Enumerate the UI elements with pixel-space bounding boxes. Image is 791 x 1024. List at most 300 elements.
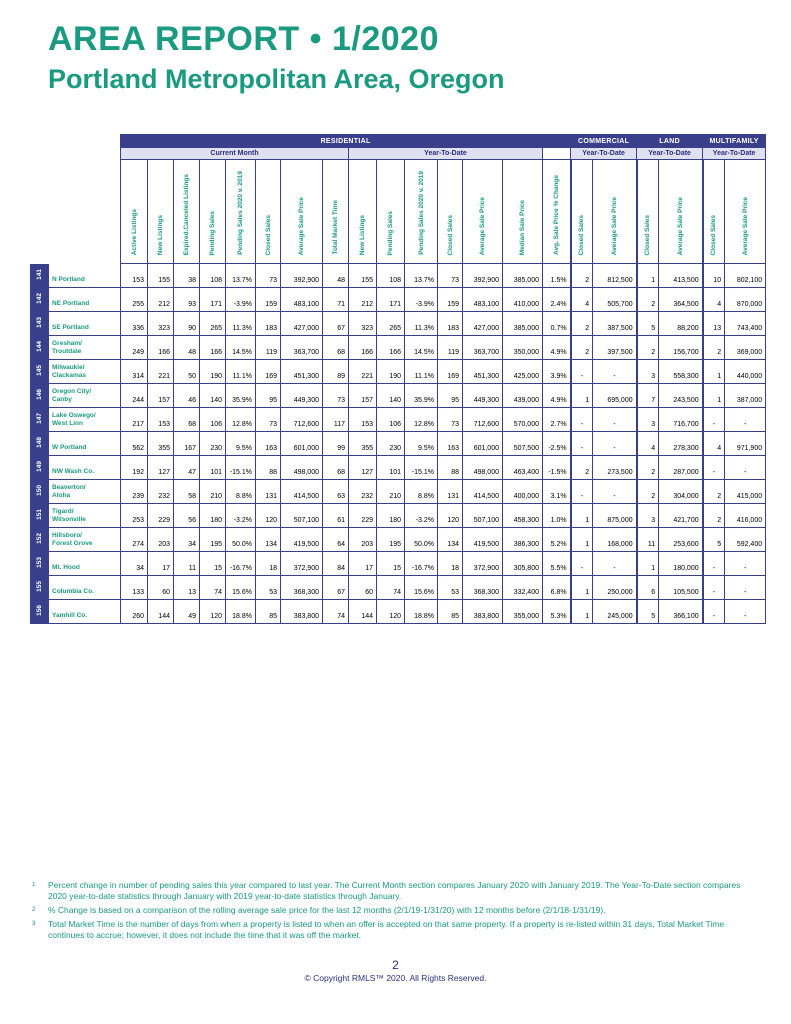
table-cell: - — [593, 360, 637, 384]
table-cell: 971,900 — [725, 432, 766, 456]
table-cell: 392,900 — [463, 264, 503, 288]
table-cell: 58 — [174, 480, 200, 504]
area-code: 147 — [31, 408, 49, 432]
table-cell: 159 — [438, 288, 463, 312]
table-row — [31, 432, 766, 456]
table-cell: 419,500 — [463, 528, 503, 552]
table-cell: 558,300 — [659, 360, 703, 384]
table-cell: 127 — [148, 456, 174, 480]
table-cell: 712,600 — [463, 408, 503, 432]
table-cell: 366,100 — [659, 600, 703, 624]
table-cell: - — [593, 480, 637, 504]
table-cell: 716,700 — [659, 408, 703, 432]
table-cell: 11.3% — [405, 312, 438, 336]
table-cell: -3.2% — [226, 504, 256, 528]
table-cell: -1.5% — [543, 456, 571, 480]
table-cell: 60 — [148, 576, 174, 600]
table-cell: 18 — [438, 552, 463, 576]
table-cell: 155 — [349, 264, 377, 288]
table-cell: 64 — [323, 528, 349, 552]
table-cell: 287,000 — [659, 456, 703, 480]
area-code: 146 — [31, 384, 49, 408]
table-cell: 119 — [256, 336, 281, 360]
group-header-multifamily: MULTIFAMILY — [703, 135, 766, 148]
table-cell: 166 — [148, 336, 174, 360]
table-cell: 12.8% — [405, 408, 438, 432]
table-cell: - — [725, 552, 766, 576]
table-cell: 2 — [637, 336, 659, 360]
table-cell: 255 — [121, 288, 148, 312]
page-number: 2 — [392, 958, 399, 972]
footnote-2: 2 % Change is based on a comparison of the rolling average sale price for the last 12 months (2/1/19-1/31/20) with 12 months before (2/1/18-1/31/19). — [32, 905, 606, 915]
table-cell: 5.3% — [543, 600, 571, 624]
table-cell: 232 — [148, 480, 174, 504]
table-cell: 265 — [200, 312, 226, 336]
table-cell: 18 — [256, 552, 281, 576]
column-header: Average Sale Price — [659, 160, 703, 264]
table-cell: -2.5% — [543, 432, 571, 456]
table-cell: 153 — [349, 408, 377, 432]
area-code: 145 — [31, 360, 49, 384]
table-cell: 305,800 — [503, 552, 543, 576]
table-cell: 167 — [174, 432, 200, 456]
table-cell: 4.9% — [543, 384, 571, 408]
table-cell: 458,300 — [503, 504, 543, 528]
table-cell: 5 — [637, 600, 659, 624]
table-cell: 120 — [377, 600, 405, 624]
report-subtitle: Portland Metropolitan Area, Oregon — [48, 64, 505, 94]
table-cell: 68 — [174, 408, 200, 432]
table-cell: 249 — [121, 336, 148, 360]
table-cell: 372,900 — [281, 552, 323, 576]
table-cell: 7 — [637, 384, 659, 408]
table-cell: 505,700 — [593, 288, 637, 312]
table-cell: 230 — [377, 432, 405, 456]
table-cell: - — [725, 600, 766, 624]
table-cell: -3.2% — [405, 504, 438, 528]
table-cell: 439,000 — [503, 384, 543, 408]
table-cell: -16.7% — [226, 552, 256, 576]
table-cell: 12.8% — [226, 408, 256, 432]
table-cell: - — [571, 360, 593, 384]
table-cell: 217 — [121, 408, 148, 432]
table-cell: 3 — [637, 360, 659, 384]
footnote-1: 1 Percent change in number of pending sales this year compared to last year. The Current Month section compares January 2020 with January 2019. The Year-To-Date section compares 2020 year-to-date statistics through January with 2019 year-to-date statistics through January. — [32, 880, 741, 901]
table-cell: 153 — [121, 264, 148, 288]
column-header: Closed Sales — [703, 160, 725, 264]
table-cell: - — [571, 480, 593, 504]
table-cell: 9.5% — [405, 432, 438, 456]
table-cell: 34 — [174, 528, 200, 552]
table-cell: 63 — [323, 480, 349, 504]
table-cell: 385,000 — [503, 264, 543, 288]
table-cell: 3 — [637, 504, 659, 528]
table-cell: 71 — [323, 288, 349, 312]
area-name: NE Portland — [49, 288, 121, 312]
table-cell: 386,300 — [503, 528, 543, 552]
table-cell: 180 — [200, 504, 226, 528]
table-cell: 244 — [121, 384, 148, 408]
table-cell: 68 — [323, 336, 349, 360]
table-cell: 369,000 — [725, 336, 766, 360]
column-header: Pending Sales — [377, 160, 405, 264]
table-cell: 3 — [637, 408, 659, 432]
table-cell: 483,100 — [463, 288, 503, 312]
table-cell: 203 — [349, 528, 377, 552]
table-cell: 15.6% — [226, 576, 256, 600]
area-code: 156 — [31, 600, 49, 624]
table-cell: 304,000 — [659, 480, 703, 504]
table-cell: 133 — [121, 576, 148, 600]
table-cell: 203 — [148, 528, 174, 552]
table-cell: 314 — [121, 360, 148, 384]
table-cell: 2.7% — [543, 408, 571, 432]
table-cell: 105,500 — [659, 576, 703, 600]
table-cell: 875,000 — [593, 504, 637, 528]
table-row — [31, 360, 766, 384]
table-row — [31, 504, 766, 528]
table-cell: 171 — [377, 288, 405, 312]
table-cell: 364,500 — [659, 288, 703, 312]
table-cell: 168,000 — [593, 528, 637, 552]
table-cell: 88 — [256, 456, 281, 480]
table-cell: 323 — [349, 312, 377, 336]
area-name: Yamhill Co. — [49, 600, 121, 624]
table-cell: 363,700 — [281, 336, 323, 360]
table-cell: 134 — [438, 528, 463, 552]
table-cell: 11.1% — [405, 360, 438, 384]
table-cell: 483,100 — [281, 288, 323, 312]
table-cell: - — [703, 456, 725, 480]
table-cell: 53 — [256, 576, 281, 600]
table-cell: - — [703, 576, 725, 600]
area-code: 142 — [31, 288, 49, 312]
table-row — [31, 456, 766, 480]
table-cell: 4 — [703, 432, 725, 456]
table-cell: 278,300 — [659, 432, 703, 456]
table-cell: 410,000 — [503, 288, 543, 312]
table-cell: 144 — [349, 600, 377, 624]
table-cell: 10 — [703, 264, 725, 288]
table-cell: - — [725, 456, 766, 480]
table-cell: - — [703, 600, 725, 624]
table-cell: 108 — [377, 264, 405, 288]
table-cell: 11.3% — [226, 312, 256, 336]
subgroup-land-ytd: Year-To-Date — [637, 148, 703, 160]
table-cell: 48 — [323, 264, 349, 288]
area-name: Mt. Hood — [49, 552, 121, 576]
table-cell: 0.7% — [543, 312, 571, 336]
area-code: 141 — [31, 264, 49, 288]
group-header-land: LAND — [637, 135, 703, 148]
table-cell: 2 — [703, 480, 725, 504]
table-cell: 120 — [256, 504, 281, 528]
report-title: AREA REPORT • 1/2020 — [48, 20, 439, 58]
table-cell: -15.1% — [405, 456, 438, 480]
table-cell: 4 — [703, 288, 725, 312]
column-header: Pending Sales 2020 v. 2019 — [405, 160, 438, 264]
table-cell: 414,500 — [463, 480, 503, 504]
table-cell: 74 — [323, 600, 349, 624]
table-row — [31, 264, 766, 288]
area-code: 153 — [31, 552, 49, 576]
table-cell: -16.7% — [405, 552, 438, 576]
table-cell: 171 — [200, 288, 226, 312]
table-cell: 4.9% — [543, 336, 571, 360]
table-cell: 355 — [349, 432, 377, 456]
table-cell: 355 — [148, 432, 174, 456]
area-code: 152 — [31, 528, 49, 552]
area-name: Oregon City/ Canby — [49, 384, 121, 408]
table-cell: 1 — [703, 384, 725, 408]
table-cell: 101 — [377, 456, 405, 480]
table-cell: 1 — [637, 552, 659, 576]
table-cell: 49 — [174, 600, 200, 624]
table-cell: 95 — [256, 384, 281, 408]
table-cell: 157 — [349, 384, 377, 408]
table-cell: -3.9% — [405, 288, 438, 312]
table-cell: 253 — [121, 504, 148, 528]
table-cell: 9.5% — [226, 432, 256, 456]
table-cell: 166 — [200, 336, 226, 360]
table-cell: 117 — [323, 408, 349, 432]
table-cell: 243,500 — [659, 384, 703, 408]
table-cell: 35.9% — [226, 384, 256, 408]
table-cell: 392,900 — [281, 264, 323, 288]
table-cell: - — [725, 408, 766, 432]
table-cell: 1.5% — [543, 264, 571, 288]
table-cell: 253,600 — [659, 528, 703, 552]
table-cell: 67 — [323, 312, 349, 336]
table-cell: 195 — [377, 528, 405, 552]
table-cell: 18.8% — [405, 600, 438, 624]
table-cell: 385,000 — [503, 312, 543, 336]
table-cell: 2 — [571, 312, 593, 336]
table-cell: 387,000 — [725, 384, 766, 408]
table-cell: 4 — [571, 288, 593, 312]
column-header: Average Sale Price — [725, 160, 766, 264]
table-cell: 120 — [438, 504, 463, 528]
table-cell: 119 — [438, 336, 463, 360]
area-name: Lake Oswego/ West Linn — [49, 408, 121, 432]
table-cell: 67 — [323, 576, 349, 600]
area-code: 143 — [31, 312, 49, 336]
table-cell: 11.1% — [226, 360, 256, 384]
table-cell: 144 — [148, 600, 174, 624]
table-cell: 2 — [637, 288, 659, 312]
table-cell: 34 — [121, 552, 148, 576]
table-row — [31, 408, 766, 432]
table-cell: 2 — [571, 456, 593, 480]
table-cell: 562 — [121, 432, 148, 456]
table-cell: 802,100 — [725, 264, 766, 288]
column-header: Expired.Canceled Listings — [174, 160, 200, 264]
table-cell: 106 — [200, 408, 226, 432]
table-cell: 210 — [200, 480, 226, 504]
group-header-commercial: COMMERCIAL — [571, 135, 637, 148]
table-cell: 601,000 — [281, 432, 323, 456]
table-cell: 1.0% — [543, 504, 571, 528]
table-cell: 507,100 — [281, 504, 323, 528]
footnotes — [32, 880, 760, 944]
table-cell: 2 — [637, 480, 659, 504]
table-cell: 421,700 — [659, 504, 703, 528]
table-cell: 570,000 — [503, 408, 543, 432]
table-cell: -3.9% — [226, 288, 256, 312]
table-cell: 18.8% — [226, 600, 256, 624]
table-cell: - — [703, 552, 725, 576]
table-cell: 5 — [637, 312, 659, 336]
table-cell: 120 — [200, 600, 226, 624]
footnote-3: 3 Total Market Time is the number of days from when a property is listed to when an offer is accepted on that same property. If a property is re-listed within 31 days, Total Market Time continues to accrue; however, it does not include the time that it was off the market. — [32, 919, 725, 940]
table-cell: 413,500 — [659, 264, 703, 288]
table-cell: 5.2% — [543, 528, 571, 552]
table-cell: 2 — [571, 336, 593, 360]
table-row — [31, 312, 766, 336]
group-header-residential: RESIDENTIAL — [121, 135, 571, 148]
table-cell: 743,400 — [725, 312, 766, 336]
column-header: New Listings — [148, 160, 174, 264]
table-cell: 3.9% — [543, 360, 571, 384]
table-cell: 210 — [377, 480, 405, 504]
table-cell: 368,300 — [463, 576, 503, 600]
column-header: Average Sale Price — [281, 160, 323, 264]
table-cell: 363,700 — [463, 336, 503, 360]
table-cell: 47 — [174, 456, 200, 480]
area-name: Hillsboro/ Forest Grove — [49, 528, 121, 552]
column-header: Closed Sales — [637, 160, 659, 264]
table-cell: 2 — [703, 336, 725, 360]
table-cell: 229 — [148, 504, 174, 528]
table-row — [31, 576, 766, 600]
table-cell: 131 — [256, 480, 281, 504]
table-cell: 274 — [121, 528, 148, 552]
area-code: 149 — [31, 456, 49, 480]
table-cell: 440,000 — [725, 360, 766, 384]
column-header: Total Market Time — [323, 160, 349, 264]
table-cell: 192 — [121, 456, 148, 480]
table-cell: 336 — [121, 312, 148, 336]
column-header: Closed Sales — [571, 160, 593, 264]
table-cell: 387,500 — [593, 312, 637, 336]
table-cell: 212 — [349, 288, 377, 312]
table-row — [31, 528, 766, 552]
table-cell: 73 — [256, 264, 281, 288]
table-cell: 140 — [200, 384, 226, 408]
table-cell: 60 — [349, 576, 377, 600]
table-cell: 425,000 — [503, 360, 543, 384]
table-cell: 48 — [174, 336, 200, 360]
area-code: 148 — [31, 432, 49, 456]
table-cell: 93 — [174, 288, 200, 312]
table-cell: 3.1% — [543, 480, 571, 504]
table-cell: 155 — [148, 264, 174, 288]
table-cell: 85 — [256, 600, 281, 624]
area-name: Gresham/ Troutdale — [49, 336, 121, 360]
table-cell: 350,000 — [503, 336, 543, 360]
subgroup-residential-ytd: Year-To-Date — [349, 148, 543, 160]
subgroup-current-month: Current Month — [121, 148, 349, 160]
column-header: Average Sale Price — [593, 160, 637, 264]
table-cell: 180 — [377, 504, 405, 528]
area-name: SE Portland — [49, 312, 121, 336]
table-cell: 90 — [174, 312, 200, 336]
table-cell: 250,000 — [593, 576, 637, 600]
table-cell: 4 — [637, 432, 659, 456]
table-cell: 101 — [200, 456, 226, 480]
table-cell: 131 — [438, 480, 463, 504]
table-cell: 35.9% — [405, 384, 438, 408]
table-cell: 53 — [438, 576, 463, 600]
table-cell: 163 — [438, 432, 463, 456]
table-cell: 8.8% — [226, 480, 256, 504]
table-cell: 5 — [703, 528, 725, 552]
table-cell: 419,500 — [281, 528, 323, 552]
table-cell: 140 — [377, 384, 405, 408]
table-cell: 56 — [174, 504, 200, 528]
subgroup-multifamily-ytd: Year-To-Date — [703, 148, 766, 160]
table-cell: 156,700 — [659, 336, 703, 360]
column-header: New Listings — [349, 160, 377, 264]
area-report-table — [30, 134, 766, 624]
table-cell: 153 — [148, 408, 174, 432]
table-cell: 14.5% — [405, 336, 438, 360]
table-cell: 88,200 — [659, 312, 703, 336]
table-cell: - — [725, 576, 766, 600]
table-cell: 95 — [438, 384, 463, 408]
table-cell: 372,900 — [463, 552, 503, 576]
column-header: Pending Sales 2020 v. 2019 — [226, 160, 256, 264]
table-cell: 74 — [377, 576, 405, 600]
table-cell: 712,600 — [281, 408, 323, 432]
table-cell: 99 — [323, 432, 349, 456]
table-cell: 46 — [174, 384, 200, 408]
table-cell: 84 — [323, 552, 349, 576]
column-header: Average Sale Price — [463, 160, 503, 264]
table-cell: - — [593, 552, 637, 576]
table-row — [31, 552, 766, 576]
table-cell: - — [703, 408, 725, 432]
table-cell: 134 — [256, 528, 281, 552]
table-cell: 88 — [438, 456, 463, 480]
table-cell: 183 — [438, 312, 463, 336]
table-cell: 15 — [377, 552, 405, 576]
area-name: W Portland — [49, 432, 121, 456]
area-name: Tigard/ Wilsonville — [49, 504, 121, 528]
table-cell: 1 — [571, 600, 593, 624]
column-header: Pending Sales — [200, 160, 226, 264]
table-cell: 383,800 — [463, 600, 503, 624]
table-cell: 73 — [438, 408, 463, 432]
table-cell: 157 — [148, 384, 174, 408]
area-code: 150 — [31, 480, 49, 504]
table-cell: 1 — [571, 384, 593, 408]
table-cell: 50 — [174, 360, 200, 384]
table-cell: 183 — [256, 312, 281, 336]
table-cell: 17 — [148, 552, 174, 576]
table-cell: 89 — [323, 360, 349, 384]
area-code: 144 — [31, 336, 49, 360]
table-cell: 1 — [571, 528, 593, 552]
table-cell: 11 — [637, 528, 659, 552]
table-cell: 507,500 — [503, 432, 543, 456]
table-cell: 6 — [637, 576, 659, 600]
table-cell: - — [593, 408, 637, 432]
table-cell: 449,300 — [463, 384, 503, 408]
table-cell: 2 — [571, 264, 593, 288]
table-cell: 50.0% — [226, 528, 256, 552]
table-cell: - — [571, 552, 593, 576]
